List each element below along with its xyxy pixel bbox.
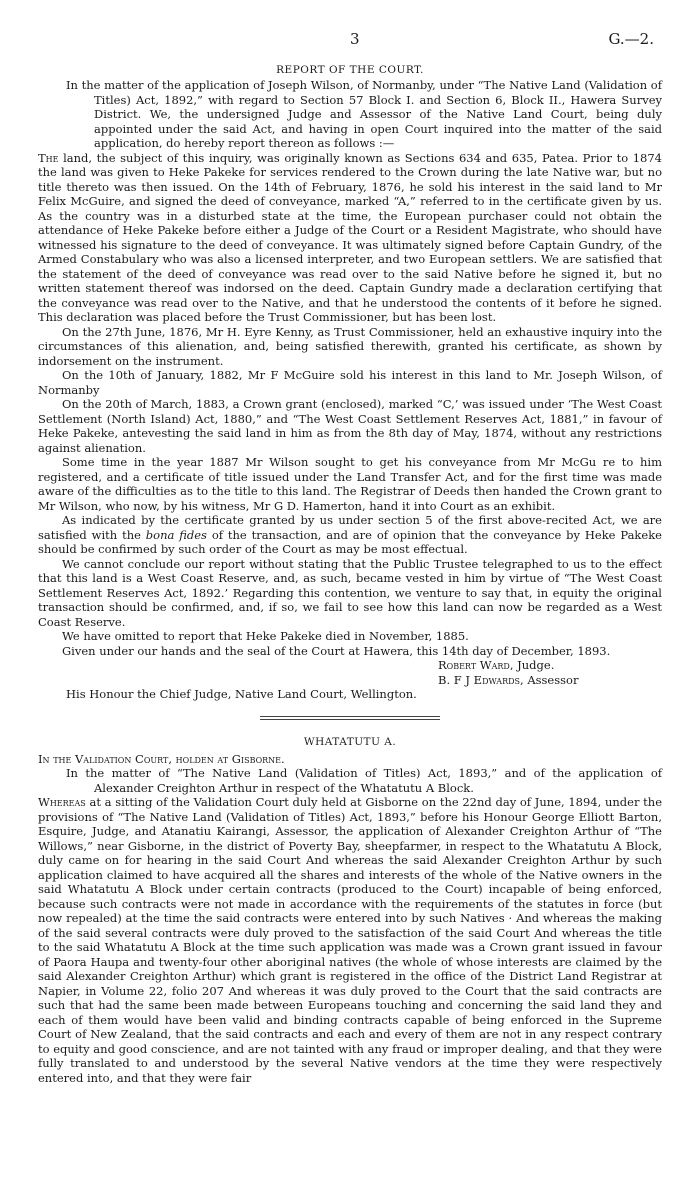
report-heading: REPORT OF THE COURT. [276, 64, 424, 76]
report-paragraph-7: We cannot conclude our report without stating that the Public Trustee telegraphed to us to the effect that this land is a West Coast Reserve, and, as such, became vested in him by virtue of “The West Coast Settlement Reserves Act, 1892.’ Regarding this contention, we venture to say that, in equity the original transaction should be confirmed, and, if so, we fail to see how this land can now be regarded as a West Coast Reserve. [38, 556, 662, 629]
report-paragraph-8: We have omitted to report that Heke Pakeke died in November, 1885. [62, 629, 469, 643]
page-reference: G.—2. [608, 30, 654, 48]
page-header [38, 30, 662, 54]
signature-assessor-title: , Assessor [520, 672, 579, 687]
report-paragraph-6-emphasis: bona fides [145, 527, 207, 542]
whatatutu-body-text: at a sitting of the Validation Court duly held at Gisborne on the 22nd day of June, 1894, under the provisions of “The Native Land (Validation of Titles) Act, 1893,” before his Honour George Elliott Barton, Esquire, Judge, and Atanatiu Kairangi, Assessor, the application of Alexander Creighton Arthur of “The Willows,” near Gisborne, in the district of Poverty Bay, sheepfarmer, in respect to the Whatatutu A Block, duly came on for hearing in the said Court And whereas the said Alexander Creighton Arthur by such application claimed to have acquired all the shares and interests of the whole of the Native owners in the said Whatatutu A Block under certain contracts (produced to the Court) incapable of being enforced, because such contracts were not made in accordance with the requirements of the statutes in force (but now repealed) at the time the said contracts were entered into by such Natives · And whereas the making of the said several contracts were duly proved to the satisfaction of the said Court And whereas the title to the said Whatatutu A Block at the time such application was made was a Crown grant issued in favour of Paora Haupa and twenty-four other aboriginal natives (the whole of whose interests are claimed by the said Alexander Creighton Arthur) which grant is registered in the office of the District Land Registrar at Napier, in Volume 22, folio 207 And whereas it was duly proved to the Court that the said contracts are such that had the same been made between Europeans touching and concerning the said land they and each of them would have been valid and binding contracts capable of being enforced in the Supreme Court of New Zealand, that the said contracts and each and every of them are not in any respect contrary to equity and good conscience, and are not tainted with any fraud or improper dealing, and that they were fully translated to and understood by the several Native vendors at the time they were respectively entered into, and that they were fair [38, 795, 662, 1085]
report-section [38, 64, 662, 702]
signature-assessor-name: Edwards [473, 672, 521, 687]
signature-judge-name: Robert Ward [438, 658, 510, 672]
section-divider [260, 716, 440, 720]
report-paragraph-6 [38, 513, 662, 557]
whatatutu-body [38, 795, 662, 1085]
report-paragraph-6-a: As indicated by the certificate granted by us under section 5 of the first above-recited Act, we are satisfied with the [38, 513, 662, 542]
page-number: 3 [350, 30, 360, 48]
signature-judge-title: , Judge. [509, 658, 555, 672]
report-addressee: His Honour the Chief Judge, Native Land Court, Wellington. [66, 687, 417, 701]
report-paragraph-1 [38, 151, 662, 325]
report-intro: In the matter of the application of Joseph Wilson, of Normanby, under “The Native Land (Validation of Titles) Act, 1892,” with regard to Section 57 Block I. and Section 6, Block II., Hawera Survey District. We, the undersigned Judge and Assessor of the Native Land Court, being duly appointed under the said Act, and having in open Court inquired into the matter of the said application, do hereby report thereon as follows :— [66, 78, 662, 150]
signature-assessor-prefix: B. F J [438, 672, 474, 687]
whatatutu-section [38, 736, 662, 1086]
report-paragraph-1-text: land, the subject of this inquiry, was originally known as Sections 634 and 635, Patea. Prior to 1874 the land was given to Heke Pakeke for services rendered to the Crown during the late Native war, but no title thereto was then issued. On the 14th of February, 1876, he sold his interest in the said land to Mr Felix McGuire, and signed the deed of conveyance, marked “A,” referred to in the certificate given by us. As the country was in a disturbed state at the time, the European purchaser could not obtain the attendance of Heke Pakeke before either a Judge of the Court or a Resident Magistrate, who should have witnessed his signature to the deed of conveyance. It was ultimately signed before Captain Gundry, of the Armed Constabulary who was also a licensed interpreter, and two European settlers. We are satisfied that the statement of the deed of conveyance was read over to the said Native before he signed it, but no written statement thereof was indorsed on the deed. Captain Gundry made a declaration certifying that the conveyance was read over to the Native, and that he understood the contents of it before he signed. This declaration was placed before the Trust Commissioner, but has been lost. [38, 150, 662, 324]
report-paragraph-1-lead: The [38, 150, 59, 165]
signature-assessor [438, 673, 662, 688]
report-paragraph-9: Given under our hands and the seal of the Court at Hawera, this 14th day of December, 1893. [62, 643, 611, 658]
report-paragraph-4: On the 20th of March, 1883, a Crown grant (enclosed), marked “C,’ was issued under ‘The West Coast Settlement (North Island) Act, 1880,” and “The West Coast Settlement Reserves Act, 1881,” in favour of Heke Pakeke, antevesting the said land in him as from the 8th day of May, 1874, without any restrictions against alienation. [38, 397, 662, 455]
signature-judge [438, 658, 662, 673]
report-paragraph-5: Some time in the year 1887 Mr Wilson sought to get his conveyance from Mr McGu re to him registered, and a certificate of title issued under the Land Transfer Act, and for the first time was made aware of the difficulties as to the title to this land. The Registrar of Deeds then handed the Crown grant to Mr Wilson, who now, by his witness, Mr G D. Hamerton, hand it into Court as an exhibit. [38, 455, 662, 513]
whatatutu-title: WHATATUTU A. [303, 735, 397, 748]
signature-block [38, 658, 662, 687]
report-paragraph-2: On the 27th June, 1876, Mr H. Eyre Kenny, as Trust Commissioner, held an exhaustive inquiry into the circumstances of this alienation, and, being satisfied therewith, granted his certificate, as shown by indorsement on the instrument. [38, 324, 662, 368]
whatatutu-body-lead: Whereas [38, 795, 86, 809]
report-paragraph-6-b: of the transaction, and are of opinion that the conveyance by Heke Pakeke should be confirmed by such order of the Court as may be most effectual. [38, 527, 662, 556]
whatatutu-court-line: In the Validation Court, holden at Gisborne. [38, 751, 285, 766]
report-paragraph-3: On the 10th of January, 1882, Mr F McGuire sold his interest in this land to Mr. Joseph Wilson, of Normanby [38, 368, 662, 397]
whatatutu-intro: In the matter of “The Native Land (Validation of Titles) Act, 1893,” and of the application of Alexander Creighton Arthur in respect of the Whatatutu A Block. [66, 766, 662, 795]
